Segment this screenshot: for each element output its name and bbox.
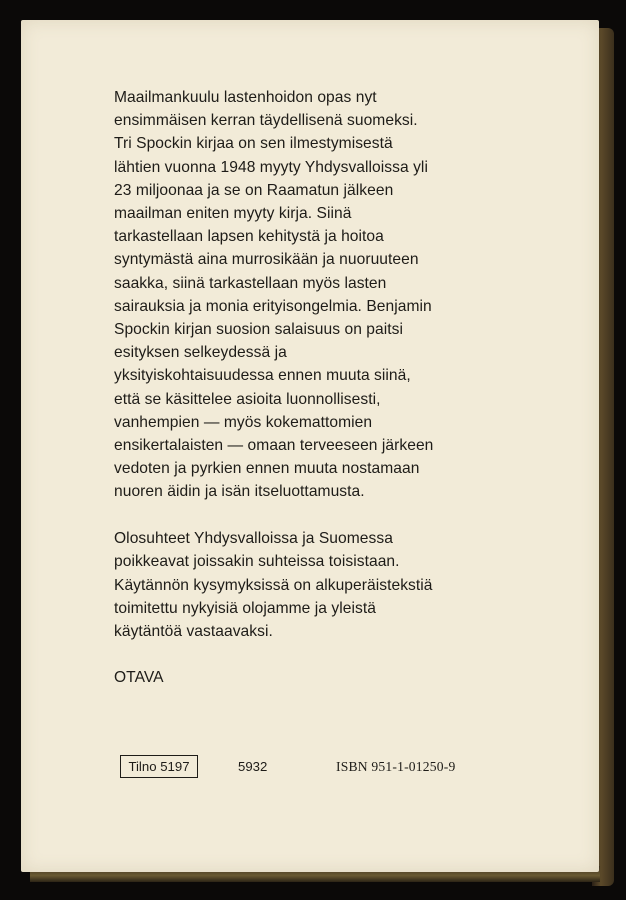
text-line: Olosuhteet Yhdysvalloissa ja Suomessa	[114, 530, 393, 548]
text-line: Tri Spockin kirjaa on sen ilmestymisestä	[114, 135, 393, 153]
text-line: vedoten ja pyrkien ennen muuta nostamaan	[114, 460, 420, 478]
text-line: sairauksia ja monia erityisongelmia. Benjamin	[114, 297, 432, 315]
text-line: syntymästä aina murrosikään ja nuoruuteen	[114, 251, 419, 269]
text-line: nuoren äidin ja isän itseluottamusta.	[114, 483, 365, 501]
order-number-box: Tilno 5197	[120, 755, 198, 778]
back-cover	[21, 20, 599, 872]
text-line: poikkeavat joissakin suhteissa toisistaan.	[114, 553, 400, 571]
paragraph-gap	[114, 504, 534, 528]
cover-footer	[120, 755, 540, 781]
blurb-text	[114, 86, 534, 689]
blurb-paragraph-1	[114, 86, 534, 504]
text-line: saakka, siinä tarkastellaan myös lasten	[114, 274, 387, 292]
text-line: ensikertalaisten — omaan terveeseen järkeen	[114, 437, 434, 455]
text-line: käytäntöä vastaavaksi.	[114, 622, 273, 640]
isbn-number: ISBN 951-1-01250-9	[336, 759, 456, 774]
text-line: Maailmankuulu lastenhoidon opas nyt	[114, 89, 377, 106]
text-line: Spockin kirjan suosion salaisuus on paitsi	[114, 321, 404, 339]
text-line: toimitettu nykyisiä olojamme ja yleistä	[114, 599, 376, 617]
text-line: tarkastellaan lapsen kehitystä ja hoitoa	[114, 228, 384, 246]
text-line: että se käsittelee asioita luonnollisesti,	[114, 390, 381, 408]
text-line: lähtien vuonna 1948 myyty Yhdysvalloissa yli	[114, 158, 428, 176]
text-line: maailman eniten myyty kirja. Siinä	[114, 205, 352, 223]
text-line: 23 miljoonaa ja se on Raamatun jälkeen	[114, 181, 394, 199]
text-line: yksityiskohtaisuudessa ennen muuta siinä,	[114, 367, 411, 385]
blurb-paragraph-2	[114, 527, 534, 643]
text-line: Käytännön kysymyksissä on alkuperäistekstiä	[114, 576, 433, 594]
text-line: vanhempien — myös kokemattomien	[114, 413, 373, 431]
product-code: 5932	[238, 759, 268, 774]
text-line: ensimmäisen kerran täydellisenä suomeksi.	[114, 112, 418, 130]
text-line: esityksen selkeydessä ja	[114, 344, 287, 362]
publisher-name: OTAVA	[114, 669, 164, 687]
